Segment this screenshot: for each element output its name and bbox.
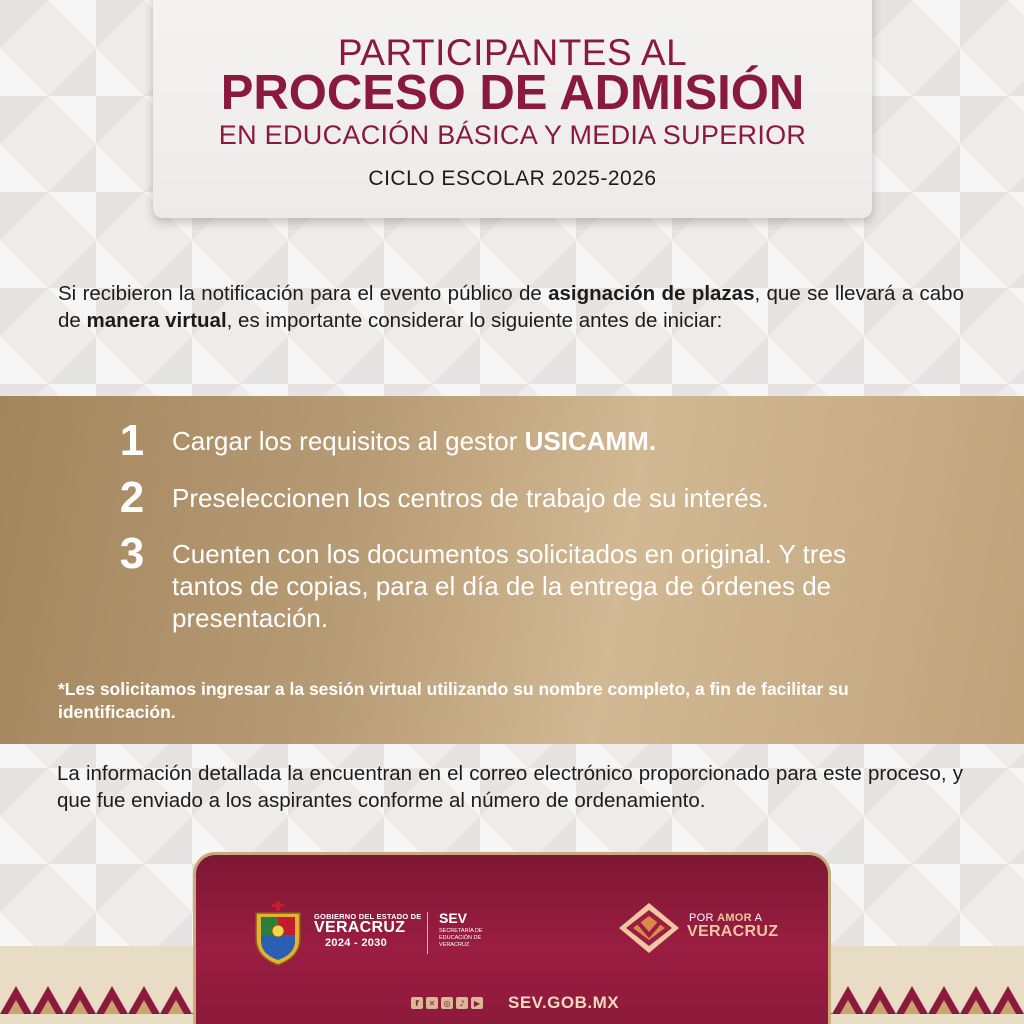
- step-2-number: 2: [119, 473, 145, 522]
- social-icons-row: [411, 997, 483, 1009]
- logo-divider: [427, 912, 428, 954]
- amor-bold: AMOR: [717, 912, 752, 924]
- step-1-label: Cargar los requisitos al gestor: [172, 426, 525, 456]
- amor-prefix: POR: [689, 912, 718, 924]
- title-line-1: PARTICIPANTES AL: [337, 32, 688, 73]
- note-bold: nombre completo: [538, 679, 686, 699]
- step-2-text: Preseleccionen los centros de trabajo de su interés.: [172, 483, 769, 513]
- instagram-icon[interactable]: ◎: [441, 997, 453, 1009]
- youtube-icon[interactable]: ▶: [471, 997, 483, 1009]
- amor-slogan-line-2: VERACRUZ: [687, 923, 779, 940]
- virtual-session-note: [58, 678, 968, 724]
- note-text-2: , a fin de facilitar su identificación.: [58, 679, 849, 722]
- step-1-bold: USICAMM.: [524, 426, 657, 456]
- website-link[interactable]: SEV.GOB.MX: [508, 993, 620, 1012]
- gov-label-small: GOBIERNO DEL ESTADO DE: [314, 912, 422, 921]
- veracruz-coat-of-arms-icon: [250, 901, 306, 967]
- gov-label-veracruz: VERACRUZ: [314, 919, 406, 936]
- sev-logo-text: SEV: [439, 910, 468, 926]
- closing-paragraph: La información detallada la encuentran en el correo electrónico proporcionado para este proceso, y que fue enviado a los aspirantes conforme al número de ordenamiento.: [57, 762, 963, 812]
- intro-paragraph: [58, 280, 964, 334]
- school-cycle: CICLO ESCOLAR 2025-2026: [368, 167, 657, 190]
- intro-text-1: Si recibieron la notificación para el evento público de: [58, 282, 549, 305]
- intro-bold-2: manera virtual: [86, 309, 227, 332]
- title-line-3: EN EDUCACIÓN BÁSICA Y MEDIA SUPERIOR: [218, 120, 807, 150]
- title-line-2: PROCESO DE ADMISIÓN: [220, 66, 805, 120]
- facebook-icon[interactable]: f: [411, 997, 423, 1009]
- intro-text-3: , es importante considerar lo siguiente antes de iniciar:: [226, 309, 723, 332]
- step-1-number: 1: [119, 416, 145, 465]
- gov-term-years: 2024 - 2030: [325, 937, 388, 949]
- note-text-1: *Les solicitamos ingresar a la sesión virtual utilizando su: [58, 679, 539, 699]
- intro-bold-1: asignación de plazas: [548, 282, 755, 305]
- step-3-text: Cuenten con los documentos solicitados en original. Y tres tantos de copias, para el día de la entrega de órdenes de presentación.: [172, 539, 846, 633]
- x-icon[interactable]: ✕: [426, 997, 438, 1009]
- step-1-text: [172, 425, 932, 457]
- tiktok-icon[interactable]: ♪: [456, 997, 468, 1009]
- por-amor-a-veracruz-logo-icon: [617, 901, 681, 955]
- footer-card: [193, 852, 831, 1024]
- amor-suffix: A: [751, 912, 763, 924]
- sev-subtitle: SECRETARÍA DE EDUCACIÓN DE VERACRUZ: [439, 928, 483, 948]
- step-3-number: 3: [119, 529, 145, 578]
- intro-text-2: , que se llevará a cabo de: [58, 282, 964, 332]
- title-card: [153, 0, 872, 218]
